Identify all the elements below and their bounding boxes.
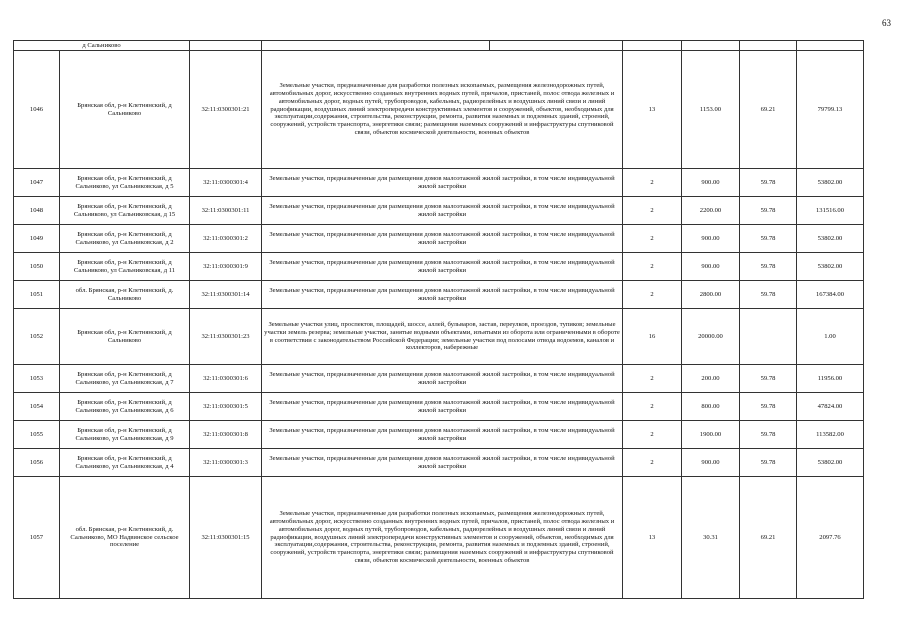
group-code-cell: 2 [623, 225, 682, 253]
cadastral-number-cell: 32:11:0300301:3 [190, 449, 262, 477]
group-code-cell: 2 [623, 421, 682, 449]
specific-value-cell: 59.78 [740, 449, 797, 477]
cadastral-value-cell: 113582.00 [797, 421, 864, 449]
cadastral-value-cell: 2097.76 [797, 477, 864, 599]
group-code-cell: 13 [623, 477, 682, 599]
specific-value-cell: 59.78 [740, 393, 797, 421]
row-number-cell: 1047 [14, 169, 60, 197]
row-number-cell: 1052 [14, 309, 60, 365]
address-cell: Брянская обл, р-н Клетнянский, д Сальниково, ул Сальниковская, д 9 [60, 421, 190, 449]
specific-value-cell: 59.78 [740, 253, 797, 281]
area-cell: 900.00 [682, 253, 740, 281]
area-cell: 20000.00 [682, 309, 740, 365]
row-number-cell: 1054 [14, 393, 60, 421]
land-use-description-cell: Земельные участки, предназначенные для размещения домов малоэтажной жилой застройки, в том числе индивидуальной жилой застройки [262, 449, 623, 477]
table-row [14, 477, 864, 599]
cadastral-value-cell: 53802.00 [797, 449, 864, 477]
group-code-cell: 2 [623, 197, 682, 225]
land-use-description-cell: Земельные участки улиц, проспектов, площадей, шоссе, аллей, бульваров, застав, переулков, проездов, тупиков; земельные участки земель резерва; земельные участки, занятые водными объектами, изъятыми из оборота или ограниченными в обороте в соответствии с законодательством Российской Федерации; земельные участки под полосами отвода водоемов, каналов и коллекторов, набережные [262, 309, 623, 365]
table-row [14, 169, 864, 197]
row-number-cell: 1049 [14, 225, 60, 253]
group-code-cell: 2 [623, 449, 682, 477]
land-use-description-cell: Земельные участки, предназначенные для размещения домов малоэтажной жилой застройки, в том числе индивидуальной жилой застройки [262, 365, 623, 393]
specific-value-cell: 59.78 [740, 421, 797, 449]
table-row [14, 365, 864, 393]
group-code-cell: 2 [623, 281, 682, 309]
continuation-cell: д Сальниково [14, 41, 190, 51]
address-cell: Брянская обл, р-н Клетнянский, д Сальниково, ул Сальниковская, д 11 [60, 253, 190, 281]
area-cell: 800.00 [682, 393, 740, 421]
specific-value-cell: 59.78 [740, 169, 797, 197]
table-row [14, 225, 864, 253]
address-cell: Брянская обл, р-н Клетнянский, д Сальниково [60, 309, 190, 365]
cadastral-number-cell: 32:11:0300301:6 [190, 365, 262, 393]
address-cell: обл. Брянская, р-н Клетнянский, д. Сальниково [60, 281, 190, 309]
land-use-description-cell: Земельные участки, предназначенные для размещения домов малоэтажной жилой застройки, в том числе индивидуальной жилой застройки [262, 253, 623, 281]
address-cell: Брянская обл, р-н Клетнянский, д Сальниково, ул Сальниковская, д 2 [60, 225, 190, 253]
row-number-cell: 1056 [14, 449, 60, 477]
table-row [14, 197, 864, 225]
row-number-cell: 1053 [14, 365, 60, 393]
row-number-cell: 1048 [14, 197, 60, 225]
land-use-description-cell: Земельные участки, предназначенные для размещения домов малоэтажной жилой застройки, в том числе индивидуальной жилой застройки [262, 281, 623, 309]
land-use-description-cell: Земельные участки, предназначенные для размещения домов малоэтажной жилой застройки, в том числе индивидуальной жилой застройки [262, 225, 623, 253]
address-cell: Брянская обл, р-н Клетнянский, д Сальниково, ул Сальниковская, д 15 [60, 197, 190, 225]
row-number-cell: 1050 [14, 253, 60, 281]
area-cell: 900.00 [682, 169, 740, 197]
cadastral-value-cell: 53802.00 [797, 225, 864, 253]
cadastral-number-cell: 32:11:0300301:11 [190, 197, 262, 225]
table-row [14, 51, 864, 169]
land-use-description-cell: Земельные участки, предназначенные для размещения домов малоэтажной жилой застройки, в том числе индивидуальной жилой застройки [262, 393, 623, 421]
group-code-cell: 2 [623, 365, 682, 393]
address-cell: Брянская обл, р-н Клетнянский, д Сальниково [60, 51, 190, 169]
specific-value-cell: 59.78 [740, 225, 797, 253]
table-row [14, 309, 864, 365]
table-row [14, 393, 864, 421]
table-row [14, 421, 864, 449]
area-cell: 900.00 [682, 225, 740, 253]
cadastral-value-cell: 79799.13 [797, 51, 864, 169]
cadastral-number-cell: 32:11:0300301:4 [190, 169, 262, 197]
group-code-cell: 2 [623, 169, 682, 197]
group-code-cell: 16 [623, 309, 682, 365]
row-number-cell: 1055 [14, 421, 60, 449]
land-use-description-cell: Земельные участки, предназначенные для разработки полезных ископаемых, размещения железнодорожных путей, автомобильных дорог, искусственно созданных внутренних водных путей, причалов, пристаней, полос отвода железных и автомобильных дорог, водных путей, трубопроводов, кабельных, радиорелейных и воздушных линий связи и линий радиофикации, воздушных линий электропередачи конструктивных элементов и сооружений, объектов, необходимых для эксплуатации,содержания, строительства, реконструкции, ремонта, развития наземных и подземных зданий, строений, сооружений, устройств транспорта, энергетики связи; размещения наземных сооружений и инфраструктуры спутниковой связи, объектов космической деятельности, военных объектов [262, 477, 623, 599]
group-code-cell: 13 [623, 51, 682, 169]
cadastral-number-cell: 32:11:0300301:21 [190, 51, 262, 169]
area-cell: 1900.00 [682, 421, 740, 449]
table-row [14, 449, 864, 477]
cadastral-number-cell: 32:11:0300301:8 [190, 421, 262, 449]
cadastral-number-cell: 32:11:0300301:15 [190, 477, 262, 599]
specific-value-cell: 59.78 [740, 197, 797, 225]
group-code-cell: 2 [623, 253, 682, 281]
land-use-description-cell: Земельные участки, предназначенные для размещения домов малоэтажной жилой застройки, в том числе индивидуальной жилой застройки [262, 197, 623, 225]
cadastral-value-cell: 47824.00 [797, 393, 864, 421]
address-cell: обл. Брянская, р-н Клетнянский, д. Сальниково, МО Надвинское сельское поселение [60, 477, 190, 599]
specific-value-cell: 59.78 [740, 365, 797, 393]
area-cell: 1153.00 [682, 51, 740, 169]
specific-value-cell: 69.21 [740, 51, 797, 169]
cadastral-value-cell: 1.00 [797, 309, 864, 365]
row-number-cell: 1046 [14, 51, 60, 169]
specific-value-cell: 69.21 [740, 477, 797, 599]
land-registry-table [13, 40, 864, 599]
cadastral-number-cell: 32:11:0300301:2 [190, 225, 262, 253]
specific-value-cell: 59.78 [740, 281, 797, 309]
table-row [14, 281, 864, 309]
continuation-row [14, 41, 864, 51]
cadastral-value-cell: 167384.00 [797, 281, 864, 309]
address-cell: Брянская обл, р-н Клетнянский, д Сальниково, ул Сальниковская, д 4 [60, 449, 190, 477]
cadastral-value-cell: 53802.00 [797, 253, 864, 281]
cadastral-number-cell: 32:11:0300301:5 [190, 393, 262, 421]
cadastral-value-cell: 53802.00 [797, 169, 864, 197]
group-code-cell: 2 [623, 393, 682, 421]
cadastral-number-cell: 32:11:0300301:14 [190, 281, 262, 309]
cadastral-number-cell: 32:11:0300301:9 [190, 253, 262, 281]
cadastral-number-cell: 32:11:0300301:23 [190, 309, 262, 365]
row-number-cell: 1051 [14, 281, 60, 309]
cadastral-value-cell: 11956.00 [797, 365, 864, 393]
table-row [14, 253, 864, 281]
address-cell: Брянская обл, р-н Клетнянский, д Сальниково, ул Сальниковская, д 6 [60, 393, 190, 421]
area-cell: 30.31 [682, 477, 740, 599]
address-cell: Брянская обл, р-н Клетнянский, д Сальниково, ул Сальниковская, д 5 [60, 169, 190, 197]
area-cell: 900.00 [682, 449, 740, 477]
cadastral-value-cell: 131516.00 [797, 197, 864, 225]
area-cell: 2800.00 [682, 281, 740, 309]
land-use-description-cell: Земельные участки, предназначенные для разработки полезных ископаемых, размещения железнодорожных путей, автомобильных дорог, искусственно созданных внутренних водных путей, причалов, пристаней, полос отвода железных и автомобильных дорог, водных путей, трубопроводов, кабельных, радиорелейных и воздушных линий связи и линий радиофикации, воздушных линий электропередачи конструктивных элементов и сооружений, объектов, необходимых для эксплуатации,содержания, строительства, реконструкции, ремонта, развития наземных и подземных зданий, строений, сооружений, устройств транспорта, энергетики связи; размещения наземных сооружений и инфраструктуры спутниковой связи, объектов космической деятельности, военных объектов [262, 51, 623, 169]
specific-value-cell [740, 309, 797, 365]
land-use-description-cell: Земельные участки, предназначенные для размещения домов малоэтажной жилой застройки, в том числе индивидуальной жилой застройки [262, 169, 623, 197]
area-cell: 200.00 [682, 365, 740, 393]
land-use-description-cell: Земельные участки, предназначенные для размещения домов малоэтажной жилой застройки, в том числе индивидуальной жилой застройки [262, 421, 623, 449]
row-number-cell: 1057 [14, 477, 60, 599]
area-cell: 2200.00 [682, 197, 740, 225]
page-number: 63 [882, 18, 891, 28]
address-cell: Брянская обл, р-н Клетнянский, д Сальниково, ул Сальниковская, д 7 [60, 365, 190, 393]
